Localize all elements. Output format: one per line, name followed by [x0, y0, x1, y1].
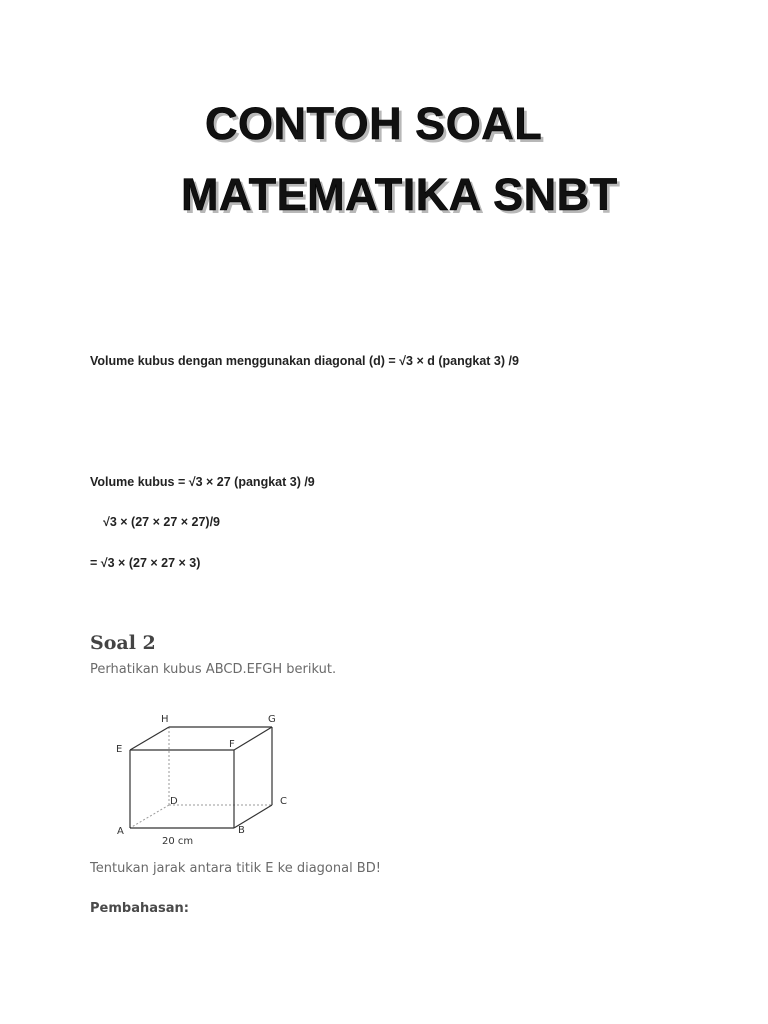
vertex-label-d: D	[170, 796, 178, 807]
soal-2-intro: Perhatikan kubus ABCD.EFGH berikut.	[90, 662, 337, 677]
soal-2-heading: Soal 2	[90, 632, 156, 654]
edge-eh	[130, 727, 169, 750]
vertex-label-f: F	[229, 739, 235, 750]
title-line-1: CONTOH SOAL	[205, 98, 543, 149]
vertex-label-a: A	[117, 826, 124, 837]
vertex-label-e: E	[116, 744, 123, 755]
soal-2-question: Tentukan jarak antara titik E ke diagonal BD!	[90, 861, 381, 876]
formula-volume-diagonal: Volume kubus dengan menggunakan diagonal (d) = √3 × d (pangkat 3) /9	[90, 354, 519, 368]
pembahasan-label: Pembahasan:	[90, 901, 189, 916]
vertex-label-b: B	[238, 825, 245, 836]
formula-volume-substitution: Volume kubus = √3 × 27 (pangkat 3) /9	[90, 475, 315, 489]
formula-step-2: = √3 × (27 × 27 × 3)	[90, 556, 201, 570]
cube-abcd-efgh-figure	[108, 708, 308, 850]
vertex-label-h: H	[161, 714, 169, 725]
edge-fg	[234, 727, 272, 750]
vertex-label-c: C	[280, 796, 287, 807]
vertex-label-g: G	[268, 714, 276, 725]
title-line-2: MATEMATIKA SNBT	[181, 169, 618, 220]
hidden-edge-da	[130, 805, 169, 828]
edge-length-label: 20 cm	[162, 836, 194, 847]
formula-step-1: √3 × (27 × 27 × 27)/9	[103, 515, 221, 529]
